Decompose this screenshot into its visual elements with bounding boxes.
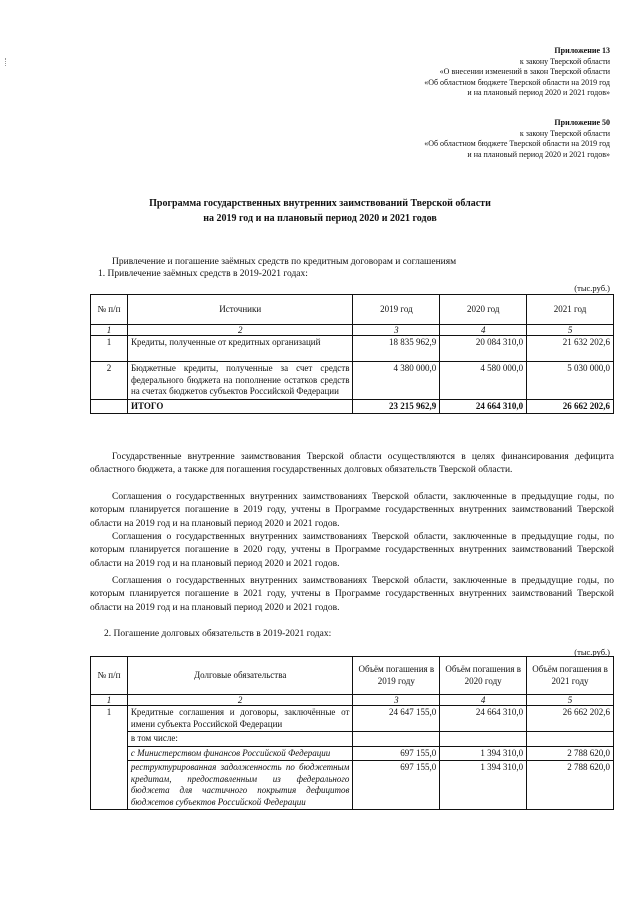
value-2021: 5 030 000,0 (527, 362, 614, 400)
column-index: 2 (127, 695, 353, 706)
column-header: Долговые обязательства (127, 657, 353, 695)
value-2019: 697 155,0 (353, 746, 440, 761)
row-number: 1 (91, 336, 128, 362)
value-2021: 21 632 202,6 (527, 336, 614, 362)
column-header: № п/п (91, 657, 128, 695)
column-index: 1 (91, 325, 128, 336)
paragraph: Соглашения о государственных внутренних заимствованиях Тверской области, заключенные в предыдущие годы, по которым планируется погашение в 2019 году, учтены в Программе государственных внутренних заимствований Тверской области на 2019 год и на плановый период 2020 и 2021 годов. (90, 492, 614, 529)
table-row (91, 761, 614, 810)
total-2019: 23 215 962,9 (353, 399, 440, 414)
intro-heading: Привлечение и погашение заёмных средств по кредитным договорам и соглашениям (112, 257, 457, 267)
value-2019: 697 155,0 (353, 761, 440, 810)
repayment-table (90, 656, 614, 810)
appendix-50-line: к закону Тверской области (519, 128, 610, 138)
borrowing-table (90, 294, 614, 414)
column-header: Источники (127, 295, 353, 325)
column-header: 2020 год (440, 295, 527, 325)
table-row (91, 732, 614, 747)
column-header: № п/п (91, 295, 128, 325)
empty-cell (353, 732, 440, 747)
appendix-13-title: Приложение 13 (554, 46, 610, 55)
value-2020: 4 580 000,0 (440, 362, 527, 400)
row-number: 1 (91, 706, 128, 810)
column-header: Объём погашения в 2020 году (440, 657, 527, 695)
appendix-50-line: «Об областном бюджете Тверской области на 2019 год (424, 139, 610, 148)
table-row (91, 706, 614, 732)
value-2019: 24 647 155,0 (353, 706, 440, 732)
table-row (91, 746, 614, 761)
column-header: 2019 год (353, 295, 440, 325)
paragraph: Соглашения о государственных внутренних заимствованиях Тверской области, заключенные в предыдущие годы, по которым планируется погашение в 2021 году, учтены в Программе государственных внутренних заимствований Тверской области на 2019 год и на плановый период 2020 и 2021 годов. (90, 576, 614, 613)
value-2020: 1 394 310,0 (440, 746, 527, 761)
column-header: Объём погашения в 2019 году (353, 657, 440, 695)
row-source: Бюджетные кредиты, полученные за счет средств федерального бюджета на пополнение остатков средств на счетах бюджетов субъектов Российской Федерации (127, 362, 353, 400)
paragraph: Соглашения о государственных внутренних заимствованиях Тверской области, заключенные в предыдущие годы, по которым планируется погашение в 2020 году, учтены в Программе государственных внутренних заимствований Тверской области на 2019 год и на плановый период 2020 и 2021 годов. (90, 532, 614, 569)
section-2-heading: 2. Погашение долговых обязательств в 2019-2021 годах: (104, 629, 332, 639)
total-2020: 24 664 310,0 (440, 399, 527, 414)
value-2020: 24 664 310,0 (440, 706, 527, 732)
table-row (91, 362, 614, 400)
column-index: 3 (353, 325, 440, 336)
column-index: 3 (353, 695, 440, 706)
obligation-name: с Министерством финансов Российской Федерации (127, 746, 353, 761)
column-header: Объём погашения в 2021 году (527, 657, 614, 695)
document-title-line: на 2019 год и на плановый период 2020 и 2021 годов (203, 213, 437, 224)
appendix-13-header (424, 46, 610, 99)
appendix-50-title: Приложение 50 (554, 118, 610, 127)
column-index-row (91, 695, 614, 706)
column-index: 4 (440, 695, 527, 706)
obligation-name: реструктурированная задолженность по бюджетным кредитам, предоставленным из федерального бюджета для частичного покрытия дефицитов бюджетов субъектов Российской Федерации (127, 761, 353, 810)
value-2019: 18 835 962,9 (353, 336, 440, 362)
appendix-50-header (424, 118, 610, 160)
table-row (91, 336, 614, 362)
appendix-13-line: и на плановый период 2020 и 2021 годов» (467, 88, 610, 97)
value-2021: 26 662 202,6 (527, 706, 614, 732)
appendix-50-line: и на плановый период 2020 и 2021 годов» (467, 149, 610, 159)
document-title-line: Программа государственных внутренних заимствований Тверской области (149, 198, 491, 209)
scan-margin-mark (5, 58, 8, 66)
total-label: ИТОГО (127, 399, 353, 414)
including-label: в том числе: (127, 732, 353, 747)
column-index: 5 (527, 695, 614, 706)
paragraph: Государственные внутренние заимствования Тверской области осуществляются в целях финансирования дефицита областного бюджета, а также для погашения государственных долговых обязательств Тверской области. (90, 452, 614, 476)
column-index-row (91, 325, 614, 336)
table-header-row (91, 295, 614, 325)
column-header: 2021 год (527, 295, 614, 325)
table-1-unit: (тыс.руб.) (574, 283, 610, 293)
value-2020: 20 084 310,0 (440, 336, 527, 362)
empty-cell (527, 732, 614, 747)
document-title (0, 196, 640, 226)
table-2-unit: (тыс.руб.) (574, 647, 610, 657)
column-index: 4 (440, 325, 527, 336)
appendix-13-line: «Об областном бюджете Тверской области на 2019 год (424, 77, 610, 87)
value-2021: 2 788 620,0 (527, 746, 614, 761)
appendix-13-line: «О внесении изменений в закон Тверской области (439, 67, 610, 76)
row-number: 2 (91, 362, 128, 400)
column-index: 5 (527, 325, 614, 336)
value-2019: 4 380 000,0 (353, 362, 440, 400)
value-2021: 2 788 620,0 (527, 761, 614, 810)
section-1-heading: 1. Привлечение заёмных средств в 2019-2021 годах: (98, 269, 308, 279)
empty-cell (440, 732, 527, 747)
total-row (91, 399, 614, 414)
table-header-row (91, 657, 614, 695)
total-2021: 26 662 202,6 (527, 399, 614, 414)
appendix-13-line: к закону Тверской области (519, 56, 610, 66)
column-index: 2 (127, 325, 353, 336)
column-index: 1 (91, 695, 128, 706)
value-2020: 1 394 310,0 (440, 761, 527, 810)
obligation-name: Кредитные соглашения и договоры, заключённые от имени субъекта Российской Федерации (127, 706, 353, 732)
row-source: Кредиты, полученные от кредитных организаций (127, 336, 353, 362)
total-empty-cell (91, 399, 128, 414)
